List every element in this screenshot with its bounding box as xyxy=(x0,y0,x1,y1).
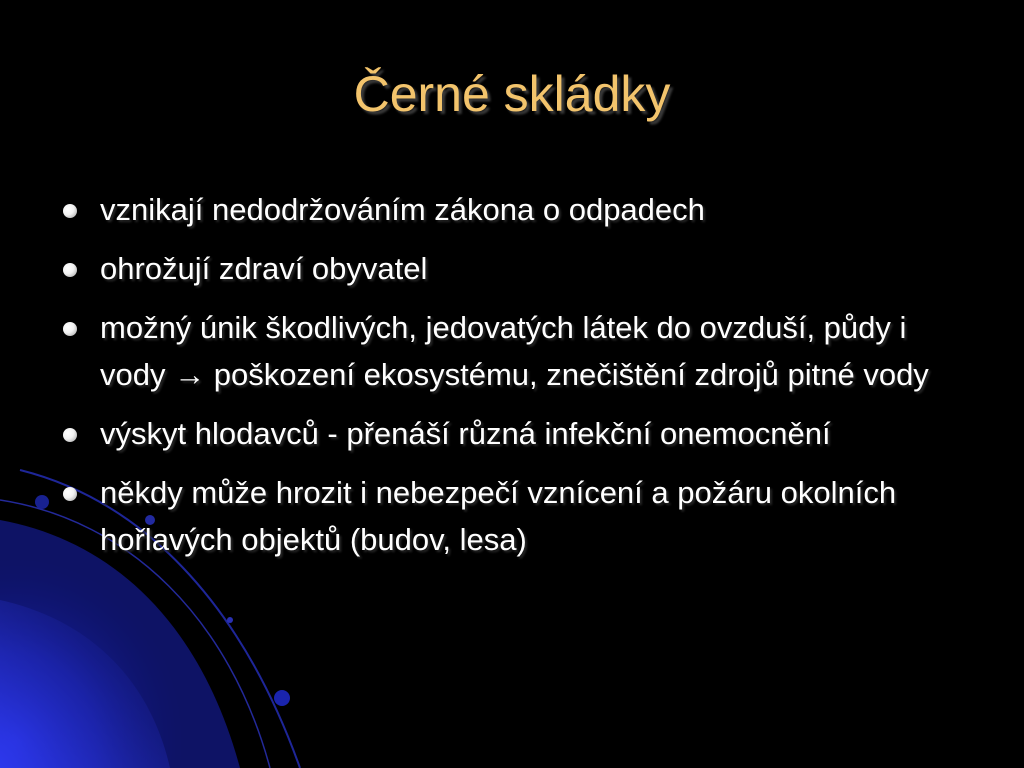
bullet-text: možný únik škodlivých, jedovatých látek do ovzduší, půdy i vody → poškození ekosystému, znečištění zdrojů pitné vody xyxy=(100,310,929,392)
slide-title: Černé skládky xyxy=(353,66,671,122)
bullet-dot-icon xyxy=(63,487,77,501)
bullet-dot-icon xyxy=(63,428,77,442)
bullet-text: výskyt hlodavců - přenáší různá infekční onemocnění xyxy=(100,416,831,451)
bullet-item xyxy=(60,410,970,457)
bullet-item xyxy=(60,245,970,292)
bullet-item xyxy=(60,186,970,233)
bullet-text: vznikají nedodržováním zákona o odpadech xyxy=(100,192,705,227)
bullet-dot-icon xyxy=(63,263,77,277)
bullet-text: ohrožují zdraví obyvatel xyxy=(100,251,428,286)
bullet-item xyxy=(60,469,970,563)
bullet-item xyxy=(60,304,970,398)
bullet-list xyxy=(60,186,970,575)
bullet-text: někdy může hrozit i nebezpečí vznícení a požáru okolních hořlavých objektů (budov, lesa) xyxy=(100,475,897,557)
bullet-dot-icon xyxy=(63,204,77,218)
bullet-dot-icon xyxy=(63,322,77,336)
